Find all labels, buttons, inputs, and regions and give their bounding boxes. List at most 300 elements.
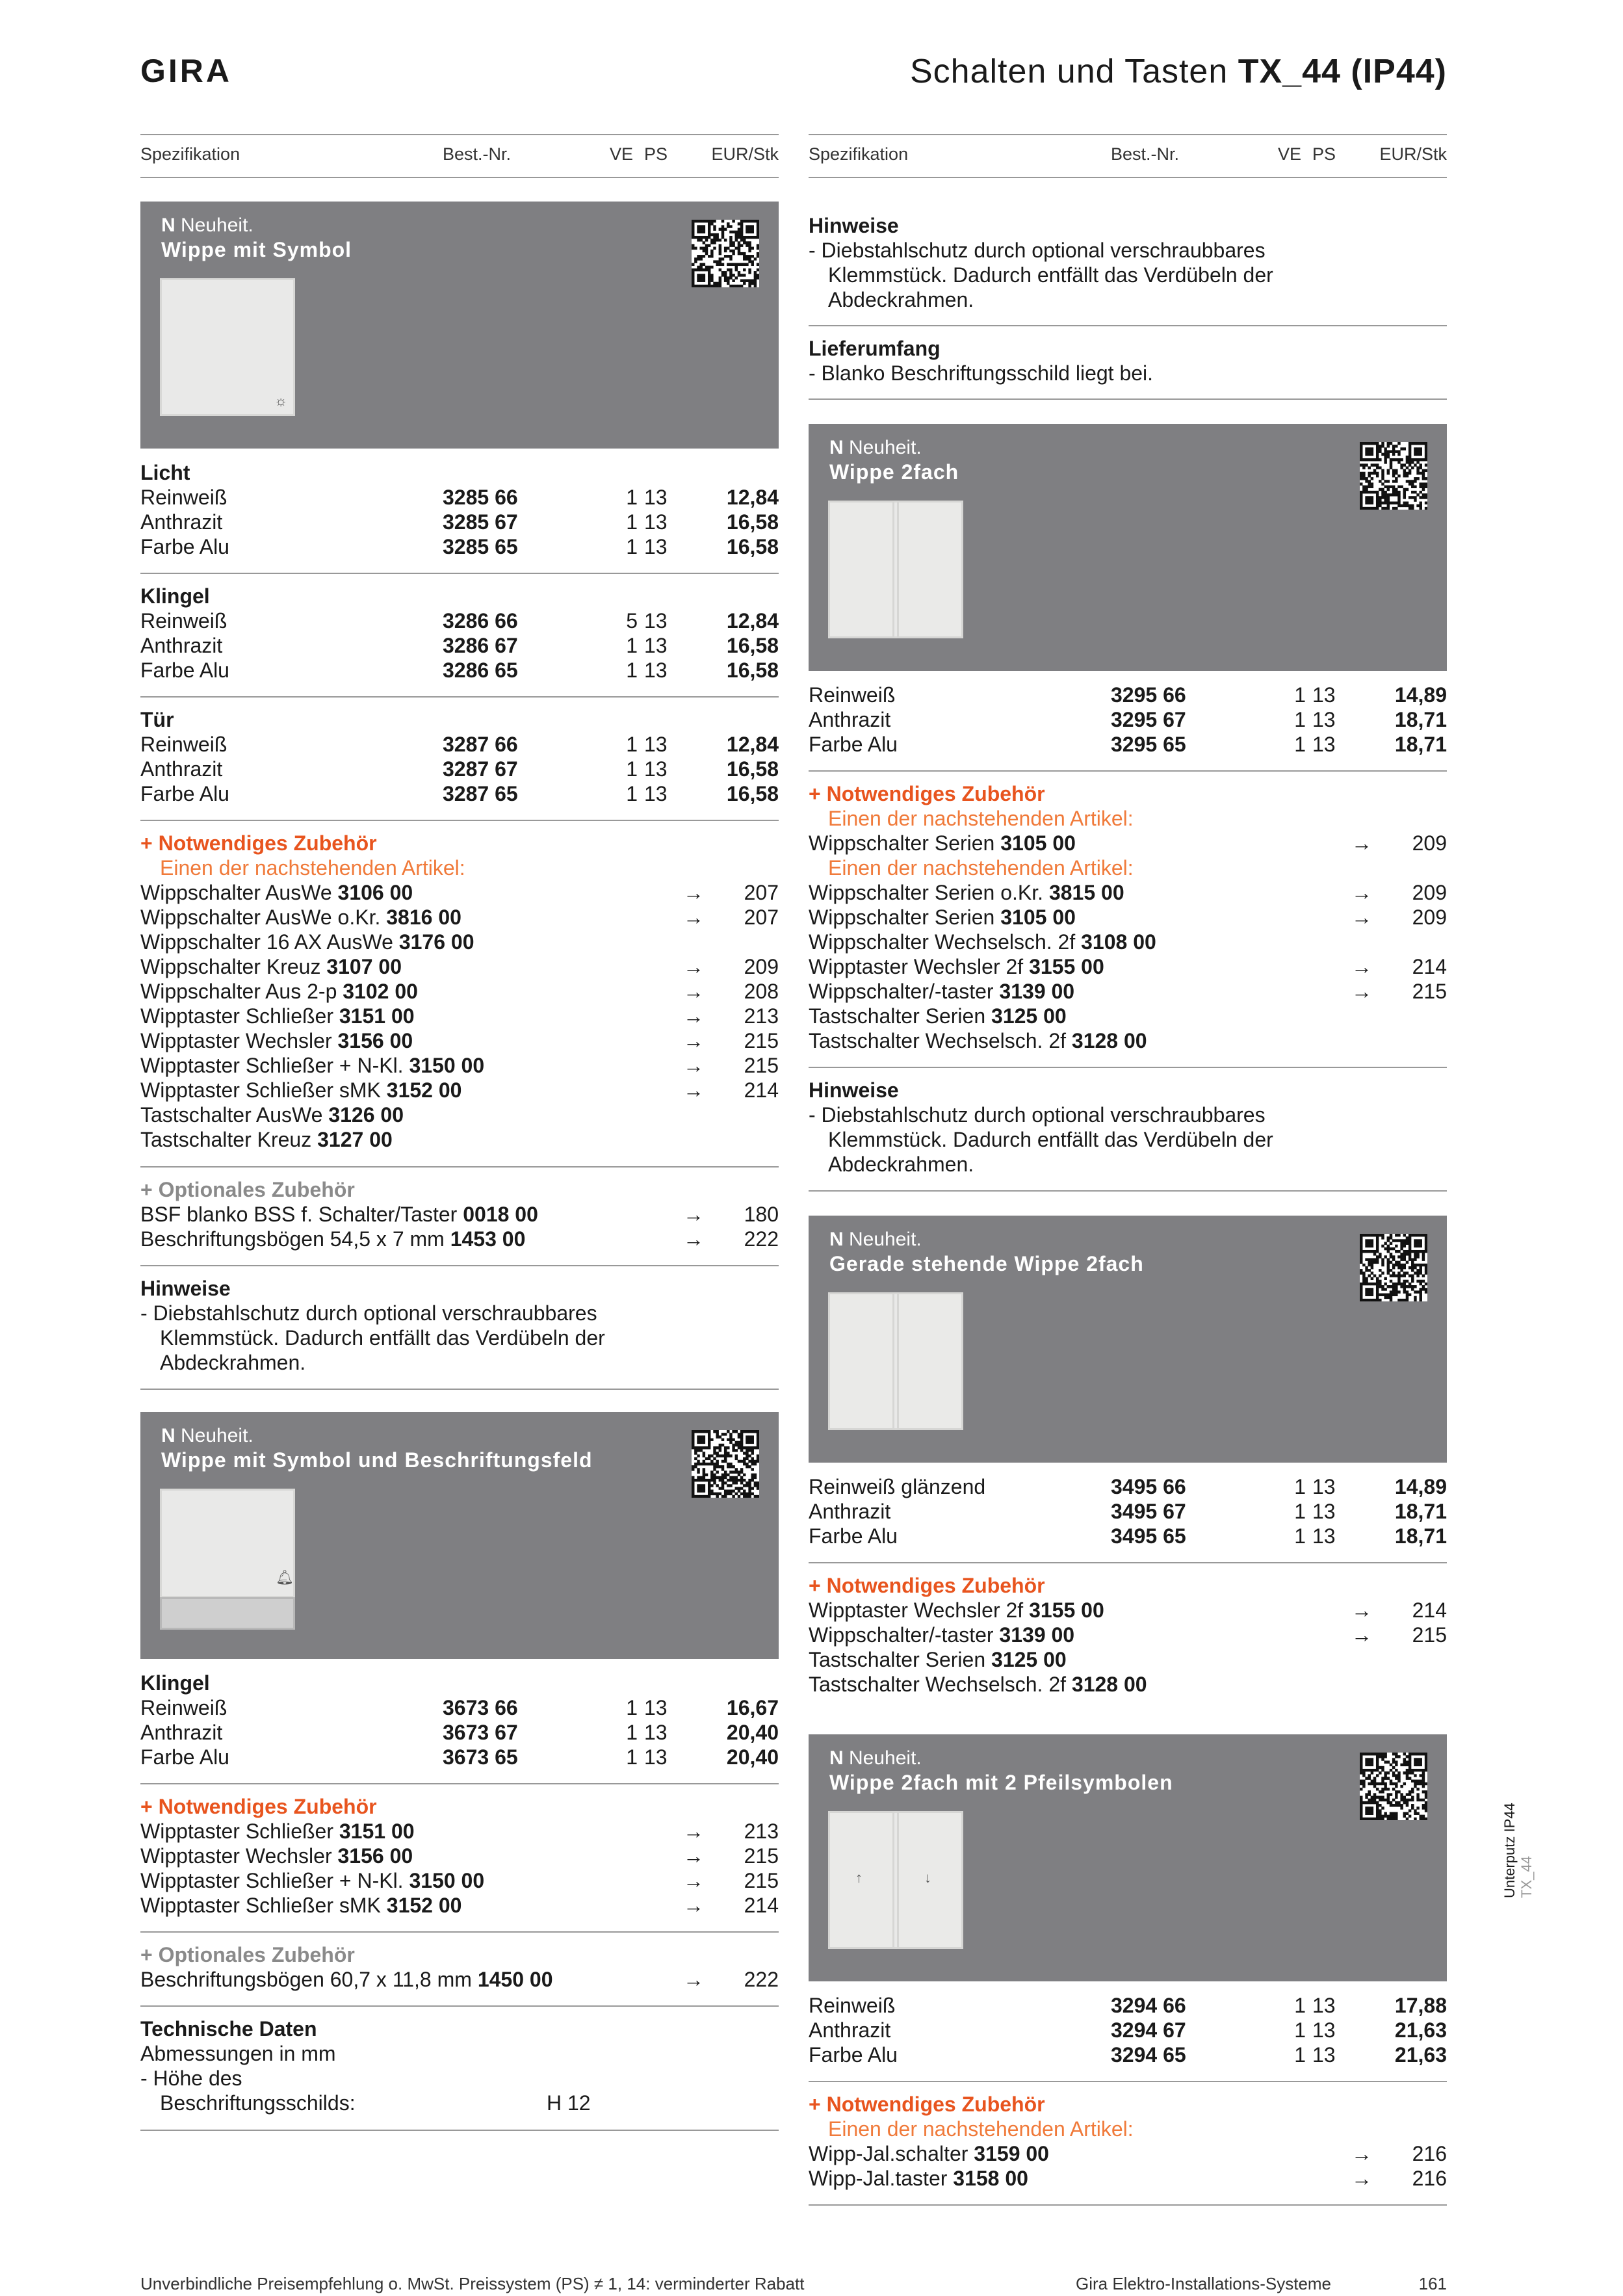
- qr-code-icon[interactable]: [1360, 1234, 1427, 1301]
- required-accessories-heading: + Notwendiges Zubehör: [809, 782, 1045, 805]
- variant-name: Reinweiß: [809, 1994, 896, 2017]
- accessory-name: Wippschalter Wechselsch. 2f: [809, 930, 1082, 954]
- column-header-right: [809, 134, 1447, 178]
- qr-code-icon[interactable]: [692, 220, 759, 287]
- page-arrow-icon: →: [1351, 831, 1372, 855]
- accessory-number: 3155 00: [1029, 955, 1104, 978]
- page-reference: 209: [1412, 906, 1447, 929]
- page-title: Schalten und Tasten TX_44 (IP44): [909, 53, 1447, 90]
- accessory-item[interactable]: [809, 2166, 1447, 2191]
- accessory-number: 3128 00: [1071, 1029, 1147, 1052]
- product-row: [809, 707, 1447, 732]
- accessory-number: 3108 00: [1081, 930, 1156, 954]
- price: 20,40: [726, 1745, 779, 1769]
- product-title: Wippe 2fach mit 2 Pfeilsymbolen: [829, 1771, 1173, 1794]
- group-klingel-2: [140, 1671, 779, 1769]
- product-row: [140, 757, 779, 781]
- accessory-item[interactable]: [140, 1127, 779, 1152]
- side-register-sublabel: TX_44: [1518, 1856, 1535, 1898]
- accessory-item[interactable]: [140, 1102, 779, 1127]
- accessory-number: 0018 00: [463, 1203, 538, 1226]
- ve-value: 1: [626, 1696, 638, 1719]
- ps-value: 13: [644, 1745, 668, 1769]
- ve-value: 1: [626, 535, 638, 558]
- accessory-item[interactable]: [140, 954, 779, 979]
- page-arrow-icon: →: [683, 1869, 704, 1892]
- article-number: 3286 67: [443, 634, 518, 657]
- page-reference: 216: [1412, 2142, 1447, 2165]
- switch-image: [828, 1292, 963, 1430]
- page-reference: 215: [744, 1844, 779, 1868]
- article-number: 3287 67: [443, 757, 518, 781]
- price: 16,58: [726, 659, 779, 682]
- required-accessories: [140, 831, 779, 1152]
- accessory-item[interactable]: [140, 1004, 779, 1028]
- article-number: 3294 67: [1111, 2018, 1186, 2042]
- col-eur: EUR/Stk: [711, 144, 779, 164]
- hints-heading: Hinweise: [809, 1078, 899, 1102]
- accessory-number: 3106 00: [337, 881, 413, 904]
- article-number: 3294 66: [1111, 1994, 1186, 2017]
- accessory-number: 1450 00: [477, 1968, 553, 1991]
- hints-top: [809, 213, 1447, 312]
- ve-value: 1: [1294, 1994, 1306, 2017]
- accessory-name: Wipptaster Wechsler 2f: [809, 1598, 1030, 1622]
- accessory-item[interactable]: [809, 2141, 1447, 2166]
- page-arrow-icon: →: [683, 1820, 704, 1843]
- required-accessories-5: [809, 2092, 1447, 2191]
- required-accessories-4: [809, 1573, 1447, 1697]
- accessory-name: Wipptaster Schließer: [140, 1820, 339, 1843]
- accessory-number: 3156 00: [337, 1029, 413, 1052]
- ps-value: 13: [644, 782, 668, 805]
- ve-value: 5: [626, 609, 638, 633]
- price: 18,71: [1394, 1500, 1447, 1523]
- product-row: [809, 1474, 1447, 1499]
- page-number: 161: [1418, 2274, 1447, 2293]
- product-row: [140, 534, 779, 559]
- qr-code-icon[interactable]: [1360, 442, 1427, 510]
- accessory-number: 3156 00: [337, 1844, 413, 1868]
- product-row: [140, 732, 779, 757]
- hint-text: Abdeckrahmen.: [160, 1351, 306, 1374]
- accessory-item[interactable]: [809, 1623, 1447, 1647]
- product-row: [140, 510, 779, 534]
- accessory-item[interactable]: [140, 1844, 779, 1868]
- accessory-name: Wipp-Jal.taster: [809, 2167, 954, 2190]
- article-number: 3495 66: [1111, 1475, 1186, 1498]
- accessory-name: Wipp-Jal.schalter: [809, 2142, 974, 2165]
- page-arrow-icon: →: [1351, 906, 1372, 929]
- accessory-name: Wipptaster Wechsler: [140, 1029, 338, 1052]
- divider: [140, 1783, 779, 1784]
- accessory-item[interactable]: [140, 1078, 779, 1102]
- required-accessories-sub: Einen der nachstehenden Artikel:: [828, 807, 1134, 830]
- divider: [140, 1166, 779, 1168]
- group-wippe-2fach: [809, 683, 1447, 757]
- price: 14,89: [1394, 683, 1447, 707]
- accessory-number: 3150 00: [409, 1054, 485, 1077]
- page-arrow-icon: →: [1351, 955, 1372, 978]
- article-number: 3673 67: [443, 1721, 518, 1744]
- hint-text: Abdeckrahmen.: [828, 1153, 974, 1176]
- hint-text: - Diebstahlschutz durch optional verschraubbares: [809, 239, 1266, 262]
- hint-text: Klemmstück. Dadurch entfällt das Verdübeln der: [828, 1128, 1273, 1151]
- page-reference: 222: [744, 1227, 779, 1251]
- ve-value: 1: [626, 1721, 638, 1744]
- page-arrow-icon: →: [683, 980, 704, 1003]
- accessory-item[interactable]: [140, 1028, 779, 1053]
- divider: [809, 1067, 1447, 1068]
- column-header-left: [140, 134, 779, 178]
- product-panel-gerade-wippe-2fach: [809, 1216, 1447, 1463]
- group-title: Klingel: [140, 584, 210, 608]
- page-arrow-icon: →: [683, 1968, 704, 1991]
- accessory-number: 3102 00: [343, 980, 418, 1003]
- accessory-name: Wipptaster Schließer sMK: [140, 1078, 387, 1102]
- accessory-item[interactable]: [809, 905, 1447, 930]
- required-accessories-2: [140, 1794, 779, 1918]
- variant-name: Anthrazit: [809, 708, 891, 731]
- arrow-up-icon: ↑: [855, 1870, 863, 1886]
- price: 20,40: [726, 1721, 779, 1744]
- product-title: Wippe mit Symbol und Beschriftungsfeld: [161, 1448, 593, 1472]
- accessory-item[interactable]: Wippschalter Serien 3105 00 → 209: [809, 831, 1447, 855]
- variant-name: Reinweiß: [809, 683, 896, 707]
- product-title: Gerade stehende Wippe 2fach: [829, 1252, 1144, 1275]
- accessory-number: 3158 00: [953, 2167, 1028, 2190]
- accessory-item[interactable]: [140, 1893, 779, 1918]
- group-klingel: [140, 584, 779, 683]
- accessory-item[interactable]: [140, 1053, 779, 1078]
- ve-value: 1: [1294, 733, 1306, 756]
- accessory-number: 3126 00: [328, 1103, 404, 1127]
- page-reference: 208: [744, 980, 779, 1003]
- accessory-number: 3125 00: [991, 1004, 1067, 1028]
- page-reference: 222: [744, 1968, 779, 1991]
- ps-value: 13: [644, 634, 668, 657]
- optional-accessories-heading: + Optionales Zubehör: [140, 1178, 355, 1201]
- accessory-name: Wippschalter/-taster: [809, 1623, 1000, 1647]
- product-panel-wippe-symbol-beschriftungsfeld: [140, 1412, 779, 1659]
- accessory-item[interactable]: [140, 880, 779, 905]
- hint-text: - Diebstahlschutz durch optional verschraubbares: [809, 1103, 1266, 1127]
- hint-text: Klemmstück. Dadurch entfällt das Verdübeln der: [160, 1326, 605, 1350]
- technical-data: [140, 2016, 779, 2115]
- novelty-label: N Neuheit.: [161, 1425, 253, 1446]
- page-arrow-icon: →: [683, 1894, 704, 1917]
- accessory-name: Wipptaster Schließer + N-Kl.: [140, 1054, 409, 1077]
- accessory-number: 3151 00: [339, 1004, 415, 1028]
- accessory-number: 3107 00: [326, 955, 402, 978]
- divider: [140, 820, 779, 821]
- article-number: 3295 65: [1111, 733, 1186, 756]
- product-row: [140, 658, 779, 683]
- accessory-item[interactable]: [809, 979, 1447, 1004]
- article-number: 3673 66: [443, 1696, 518, 1719]
- article-number: 3287 66: [443, 733, 518, 756]
- accessory-item[interactable]: [140, 1819, 779, 1844]
- accessory-number: 1453 00: [450, 1227, 526, 1251]
- product-row: [809, 683, 1447, 707]
- accessory-item[interactable]: [140, 1868, 779, 1893]
- accessory-item[interactable]: [140, 930, 779, 954]
- divider: [809, 398, 1447, 400]
- tech-text: Abmessungen in mm: [140, 2042, 336, 2065]
- tech-text: Beschriftungsschilds:: [160, 2091, 356, 2115]
- accessory-number: 3815 00: [1048, 881, 1124, 904]
- ps-value: 13: [644, 609, 668, 633]
- accessory-item[interactable]: [809, 1028, 1447, 1053]
- accessory-name: Tastschalter Wechselsch. 2f: [809, 1673, 1072, 1696]
- accessory-item[interactable]: [809, 880, 1447, 905]
- page-arrow-icon: →: [683, 1029, 704, 1052]
- product-panel-wippe-2fach: [809, 424, 1447, 671]
- price: 16,58: [726, 535, 779, 558]
- variant-name: Anthrazit: [140, 1721, 223, 1744]
- group-gerade-wippe: [809, 1474, 1447, 1548]
- page-arrow-icon: →: [1351, 2142, 1372, 2165]
- accessory-number: 3816 00: [386, 906, 461, 929]
- accessory-name: Wippschalter Kreuz: [140, 955, 327, 978]
- ve-value: 1: [626, 1745, 638, 1769]
- ve-value: 1: [1294, 708, 1306, 731]
- product-row: [140, 608, 779, 633]
- ve-value: 1: [1294, 2018, 1306, 2042]
- accessory-item[interactable]: [809, 1598, 1447, 1623]
- article-number: 3495 65: [1111, 1524, 1186, 1548]
- price: 16,58: [726, 782, 779, 805]
- product-row: [140, 485, 779, 510]
- required-accessories-sub: Einen der nachstehenden Artikel:: [828, 2117, 1134, 2141]
- ve-value: 1: [626, 757, 638, 781]
- accessory-number: 3150 00: [409, 1869, 485, 1892]
- page-arrow-icon: →: [683, 955, 704, 978]
- variant-name: Farbe Alu: [140, 782, 229, 805]
- switch-image: [160, 1489, 295, 1598]
- price: 18,71: [1394, 1524, 1447, 1548]
- product-row: [140, 1745, 779, 1769]
- col-ps: PS: [644, 144, 668, 164]
- variant-name: Reinweiß: [140, 609, 227, 633]
- accessory-item[interactable]: [140, 1227, 779, 1251]
- ps-value: 13: [644, 1721, 668, 1744]
- required-accessories-sub: Einen der nachstehenden Artikel:: [828, 856, 1134, 880]
- ps-value: 13: [1312, 733, 1336, 756]
- accessory-number: 3139 00: [999, 980, 1075, 1003]
- variant-name: Farbe Alu: [809, 1524, 898, 1548]
- product-title: Wippe mit Symbol: [161, 238, 352, 261]
- page-reference: 216: [1412, 2167, 1447, 2190]
- accessory-number: 3128 00: [1071, 1673, 1147, 1696]
- accessory-name: Wippschalter AusWe: [140, 881, 338, 904]
- product-panel-wippe-2fach-pfeile: [809, 1734, 1447, 1981]
- product-row: [809, 1524, 1447, 1548]
- price: 14,89: [1394, 1475, 1447, 1498]
- ps-value: 13: [644, 757, 668, 781]
- accessory-number: 3159 00: [974, 2142, 1049, 2165]
- group-title: Licht: [140, 461, 190, 484]
- ps-value: 13: [1312, 1994, 1336, 2017]
- ve-value: 1: [1294, 1500, 1306, 1523]
- page-arrow-icon: →: [1351, 881, 1372, 904]
- ve-value: 1: [1294, 2043, 1306, 2067]
- required-accessories-sub: Einen der nachstehenden Artikel:: [160, 856, 465, 880]
- group-licht: [140, 460, 779, 559]
- page-arrow-icon: →: [683, 1004, 704, 1028]
- col-bestnr: Best.-Nr.: [443, 144, 512, 164]
- hints-heading: Hinweise: [809, 214, 899, 237]
- product-row: [140, 1695, 779, 1720]
- accessory-number: 3125 00: [991, 1648, 1067, 1671]
- required-accessories-heading: + Notwendiges Zubehör: [809, 2093, 1045, 2116]
- accessory-item[interactable]: [140, 905, 779, 930]
- optional-accessories-heading: + Optionales Zubehör: [140, 1943, 355, 1966]
- bell-symbol-icon: 🔔︎: [276, 1569, 294, 1585]
- ve-value: 1: [626, 634, 638, 657]
- col-spec: Spezifikation: [809, 144, 909, 164]
- accessory-name: Wipptaster Schließer: [140, 1004, 339, 1028]
- accessory-item[interactable]: [140, 1967, 779, 1992]
- divider: [809, 770, 1447, 772]
- accessory-number: 3176 00: [398, 930, 474, 954]
- divider: [140, 2130, 779, 2131]
- product-row: [809, 1499, 1447, 1524]
- article-number: 3286 66: [443, 609, 518, 633]
- product-row: [809, 1993, 1447, 2018]
- ps-value: 13: [644, 486, 668, 509]
- novelty-label: N Neuheit.: [829, 1229, 922, 1250]
- page-arrow-icon: →: [1351, 2167, 1372, 2190]
- accessory-name: Wippschalter Aus 2-p: [140, 980, 343, 1003]
- page-reference: 215: [744, 1054, 779, 1077]
- tech-value: H 12: [547, 2091, 591, 2115]
- delivery-heading: Lieferumfang: [809, 337, 941, 360]
- page-reference: 209: [744, 955, 779, 978]
- divider: [140, 1389, 779, 1390]
- accessory-number: 3151 00: [339, 1820, 415, 1843]
- page-reference: 214: [1412, 1598, 1447, 1622]
- group-tuer: [140, 707, 779, 806]
- accessory-name: Wippschalter Serien o.Kr.: [809, 881, 1049, 904]
- accessory-number: 3152 00: [386, 1894, 462, 1917]
- variant-name: Farbe Alu: [809, 2043, 898, 2067]
- col-eur: EUR/Stk: [1379, 144, 1447, 164]
- qr-code-icon[interactable]: [1360, 1753, 1427, 1820]
- accessory-item[interactable]: [809, 1672, 1447, 1697]
- page-reference: 213: [744, 1820, 779, 1843]
- accessory-name: Beschriftungsbögen 60,7 x 11,8 mm: [140, 1968, 478, 1991]
- group-title: Tür: [140, 708, 174, 731]
- ps-value: 13: [644, 535, 668, 558]
- divider: [809, 2204, 1447, 2206]
- accessory-name: Tastschalter Wechselsch. 2f: [809, 1029, 1072, 1052]
- ps-value: 13: [1312, 1475, 1336, 1498]
- page-arrow-icon: →: [683, 1844, 704, 1868]
- required-accessories-heading: + Notwendiges Zubehör: [809, 1574, 1045, 1597]
- scope-of-delivery: [809, 336, 1447, 385]
- price: 17,88: [1394, 1994, 1447, 2017]
- required-accessories-heading: + Notwendiges Zubehör: [140, 831, 377, 855]
- page-arrow-icon: →: [683, 881, 704, 904]
- accessory-item[interactable]: [809, 954, 1447, 979]
- label-field: [160, 1597, 295, 1630]
- price: 16,67: [726, 1696, 779, 1719]
- qr-code-icon[interactable]: [692, 1430, 759, 1498]
- product-row: [809, 2042, 1447, 2067]
- accessory-item[interactable]: [140, 1202, 779, 1227]
- required-accessories-heading: + Notwendiges Zubehör: [140, 1795, 377, 1818]
- hints: [140, 1276, 779, 1375]
- page-reference: 209: [1412, 881, 1447, 904]
- accessory-item[interactable]: [809, 1004, 1447, 1028]
- accessory-item[interactable]: [809, 1647, 1447, 1672]
- ve-value: 1: [1294, 1475, 1306, 1498]
- tech-text: - Höhe des: [140, 2067, 242, 2090]
- variant-name: Anthrazit: [140, 510, 223, 534]
- divider: [809, 325, 1447, 326]
- accessory-name: Wipptaster Schließer + N-Kl.: [140, 1869, 409, 1892]
- required-accessories-3: [809, 781, 1447, 1053]
- ps-value: 13: [1312, 683, 1336, 707]
- ps-value: 13: [1312, 1524, 1336, 1548]
- variant-name: Reinweiß: [140, 486, 227, 509]
- variant-name: Anthrazit: [140, 757, 223, 781]
- page-arrow-icon: →: [683, 1227, 704, 1251]
- article-number: 3286 65: [443, 659, 518, 682]
- accessory-name: Wipptaster Wechsler: [140, 1844, 338, 1868]
- accessory-item[interactable]: [140, 979, 779, 1004]
- group-title: Klingel: [140, 1671, 210, 1695]
- page-reference: 214: [1412, 955, 1447, 978]
- footer-note: Unverbindliche Preisempfehlung o. MwSt. Preissystem (PS) ≠ 1, 14: verminderter Rabatt: [140, 2274, 805, 2293]
- page-reference: 215: [744, 1869, 779, 1892]
- switch-image: [828, 1811, 963, 1949]
- col-ps: PS: [1312, 144, 1336, 164]
- article-number: 3295 66: [1111, 683, 1186, 707]
- price: 16,58: [726, 757, 779, 781]
- hints-2: [809, 1078, 1447, 1177]
- page-arrow-icon: →: [1351, 1623, 1372, 1647]
- side-register-label: Unterputz IP44: [1501, 1803, 1518, 1898]
- page-reference: 215: [744, 1029, 779, 1052]
- accessory-name: Wippschalter AusWe o.Kr.: [140, 906, 387, 929]
- col-ve: VE: [1278, 144, 1302, 164]
- price: 18,71: [1394, 733, 1447, 756]
- side-register-tab: [1501, 1803, 1535, 1898]
- delivery-text: - Blanko Beschriftungsschild liegt bei.: [809, 361, 1154, 385]
- article-number: 3285 66: [443, 486, 518, 509]
- group-wippe-pfeile: [809, 1993, 1447, 2067]
- accessory-name: Tastschalter Serien: [809, 1004, 992, 1028]
- optional-accessories-2: [140, 1942, 779, 1992]
- col-ve: VE: [610, 144, 634, 164]
- col-spec: Spezifikation: [140, 144, 240, 164]
- hints-heading: Hinweise: [140, 1277, 231, 1300]
- accessory-name: Wippschalter Serien: [809, 906, 1001, 929]
- ps-value: 13: [1312, 2043, 1336, 2067]
- accessory-number: 3105 00: [1000, 906, 1076, 929]
- novelty-label: N Neuheit.: [829, 437, 922, 458]
- product-row: [809, 2018, 1447, 2042]
- divider: [809, 1190, 1447, 1192]
- page-arrow-icon: →: [683, 1054, 704, 1077]
- price: 18,71: [1394, 708, 1447, 731]
- accessory-item[interactable]: [809, 930, 1447, 954]
- divider: [809, 1562, 1447, 1563]
- variant-name: Farbe Alu: [140, 1745, 229, 1769]
- variant-name: Reinweiß: [140, 733, 227, 756]
